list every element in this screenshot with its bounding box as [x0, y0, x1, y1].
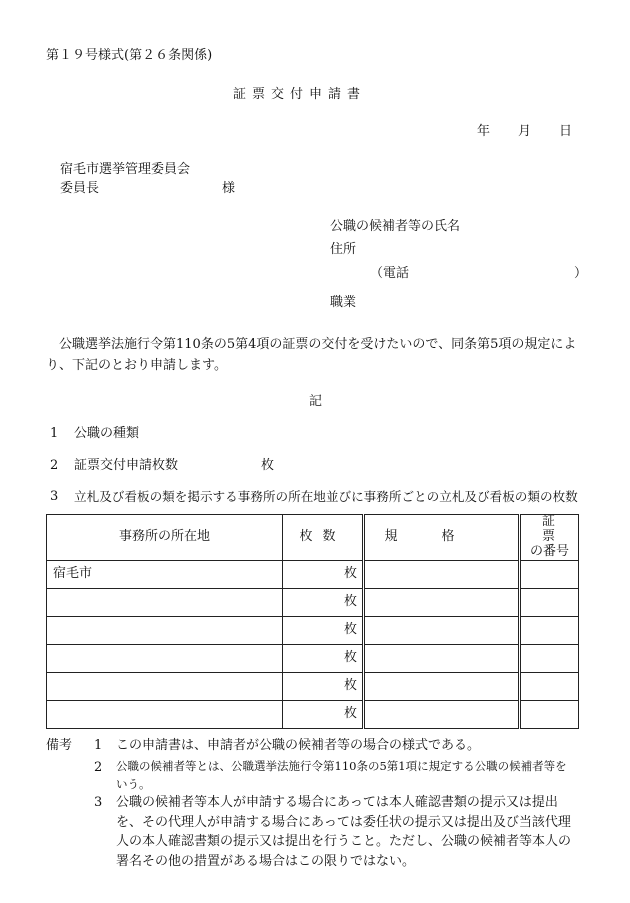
addressee-chair: 委員長: [60, 181, 100, 196]
header-spec-text: 規格: [384, 528, 499, 544]
note-item: [94, 793, 578, 871]
addressee-honorific: 様: [222, 181, 236, 196]
date-month: 月: [518, 124, 532, 139]
header-cert-number: [520, 515, 579, 561]
date-day: 日: [559, 124, 573, 139]
office-table: [46, 514, 579, 729]
row-spec[interactable]: [364, 616, 520, 644]
ki-label: 記: [309, 394, 323, 409]
row-cert-number[interactable]: [520, 588, 579, 616]
row-cert-number[interactable]: [520, 560, 579, 588]
item-3-num: 3: [50, 489, 59, 504]
row-spec[interactable]: [364, 644, 520, 672]
office-table-header: [47, 515, 579, 561]
row-spec[interactable]: [364, 700, 520, 728]
row-spec[interactable]: [364, 588, 520, 616]
row-count[interactable]: 枚: [283, 644, 364, 672]
note-text: 公職の候補者等とは、公職選挙法施行令第110条の5第1項に規定する公職の候補者等をいう。: [116, 759, 567, 791]
row-spec[interactable]: [364, 560, 520, 588]
table-row: [47, 672, 579, 700]
note-num: 3: [94, 795, 103, 810]
row-count[interactable]: 枚: [283, 560, 364, 588]
item-2-suffix: 枚: [261, 458, 275, 473]
row-cert-number[interactable]: [520, 672, 579, 700]
row-cert-number[interactable]: [520, 700, 579, 728]
table-row: [47, 560, 579, 588]
item-1-label: 公職の種類: [74, 426, 140, 441]
row-count[interactable]: 枚: [283, 700, 364, 728]
notes-label: 備考: [46, 738, 73, 753]
item-1-num: 1: [50, 426, 59, 441]
row-count[interactable]: 枚: [283, 616, 364, 644]
applicant-tel-close: ）: [574, 266, 588, 281]
header-spec: [364, 515, 520, 561]
row-location[interactable]: 宿毛市: [47, 560, 283, 588]
note-item: [94, 738, 576, 755]
applicant-name-label: 公職の候補者等の氏名: [330, 219, 461, 234]
note-item: [94, 758, 578, 794]
header-cert-line2: の番号: [529, 543, 569, 559]
row-count[interactable]: 枚: [283, 672, 364, 700]
table-row: [47, 588, 579, 616]
row-cert-number[interactable]: [520, 616, 579, 644]
applicant-occupation-label: 職業: [330, 295, 357, 310]
note-text: 公職の候補者等本人が申請する場合にあっては本人確認書類の提示又は提出を、その代理人が申請する場合にあっては委任状の提示又は提出及び当該代理人の本人確認書類の提示又は提出を行うこと。ただし、公職の候補者等本人の署名その他の措置がある場合はこの限りではない。: [116, 795, 572, 869]
header-location: [47, 515, 283, 561]
row-spec[interactable]: [364, 672, 520, 700]
body-text: 公職選挙法施行令第110条の5第4項の証票の交付を受けたいので、同条第5項の規定により、下記のとおり申請します。: [46, 337, 577, 374]
note-text: この申請書は、申請者が公職の候補者等の場合の様式である。: [116, 738, 481, 753]
header-count-text: 枚数: [299, 528, 346, 544]
table-row: [47, 616, 579, 644]
applicant-tel-open: （電話: [370, 266, 410, 281]
row-location[interactable]: [47, 672, 283, 700]
form-number: 第１９号様式(第２６条関係): [46, 48, 213, 63]
header-count: [283, 515, 364, 561]
row-location[interactable]: [47, 644, 283, 672]
row-location[interactable]: [47, 616, 283, 644]
addressee-committee: 宿毛市選挙管理委員会: [60, 162, 191, 177]
note-num: 2: [94, 760, 103, 775]
row-location[interactable]: [47, 700, 283, 728]
header-cert-line1: 証票: [541, 514, 563, 544]
item-3-label: 立札及び看板の類を掲示する事務所の所在地並びに事務所ごとの立札及び看板の類の枚数: [74, 489, 578, 504]
item-2-label: 証票交付申請枚数: [74, 458, 179, 473]
row-count[interactable]: 枚: [283, 588, 364, 616]
row-location[interactable]: [47, 588, 283, 616]
item-2-num: 2: [50, 458, 59, 473]
table-row: [47, 644, 579, 672]
date-year: 年: [477, 124, 491, 139]
note-num: 1: [94, 738, 103, 753]
table-row: [47, 700, 579, 728]
header-location-text: 事務所の所在地: [118, 528, 210, 544]
applicant-address-label: 住所: [330, 242, 357, 257]
form-title: 証票交付申請書: [233, 87, 367, 102]
row-cert-number[interactable]: [520, 644, 579, 672]
